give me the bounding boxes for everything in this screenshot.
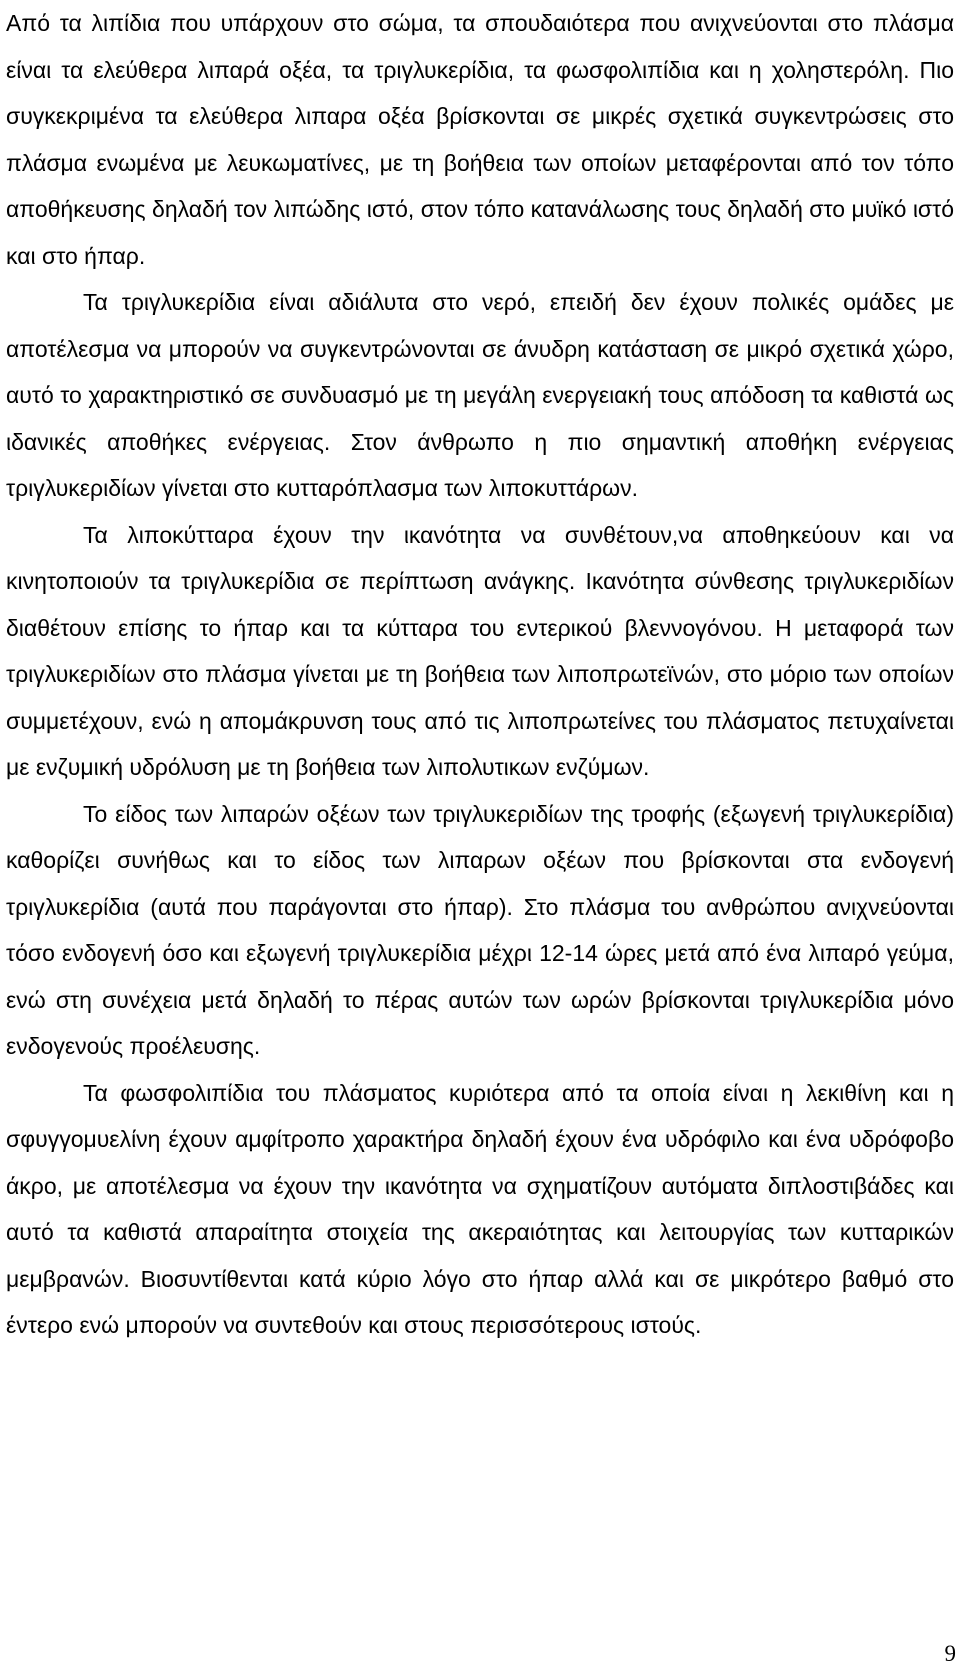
paragraph-adipocytes: Τα λιποκύτταρα έχουν την ικανότητα να συνθέτουν,να αποθηκεύουν και να κινητοποιούν τα τριγλυκερίδια σε περίπτωση ανάγκης. Ικανότητα σύνθεσης τριγλυκεριδίων διαθέτουν επίσης το ήπαρ και τα κύτταρα του εντερικού βλεννογόνου. Η μεταφορά των τριγλυκεριδίων στο πλάσμα γίνεται με τη βοήθεια των λιποπρωτεϊνών, στο μόριο των οποίων συμμετέχουν, ενώ η απομάκρυνση τους από τις λιποπρωτείνες του πλάσματος πετυχαίνεται με ενζυμική υδρόλυση με τη βοήθεια των λιπολυτικων ενζύμων. — [6, 521, 954, 780]
document-page — [6, 0, 954, 1349]
paragraph-free-fatty-acids: Από τα λιπίδια που υπάρχουν στο σώμα, τα σπουδαιότερα που ανιχνεύονται στο πλάσμα είναι τα ελεύθερα λιπαρά οξέα, τα τριγλυκερίδια, τα φωσφολιπίδια και η χοληστερόλη. Πιο συγκεκριμένα τα ελεύθερα λιπαρα οξέα βρίσκονται σε μικρές σχετικά συγκεντρώσεις στο πλάσμα ενωμένα με λευκωματίνες, με τη βοήθεια των οποίων μεταφέρονται από τον τόπο αποθήκευσης δηλαδή τον λιπώδης ιστό, στον τόπο κατανάλωσης τους δηλαδή στο μυϊκό ιστό και στο ήπαρ. — [6, 10, 954, 269]
paragraph-dietary-triglycerides: Το είδος των λιπαρών οξέων των τριγλυκεριδίων της τροφής (εξωγενή τριγλυκερίδια) καθορίζει συνήθως και το είδος των λιπαρων οξέων που βρίσκονται στα ενδογενή τριγλυκερίδια (αυτά που παράγονται στο ήπαρ). Στο πλάσμα του ανθρώπου ανιχνεύονται τόσο ενδογενή όσο και εξωγενή τριγλυκερίδια μέχρι 12-14 ώρες μετά από ένα λιπαρό γεύμα, ενώ στη συνέχεια μετά δηλαδή το πέρας αυτών των ωρών βρίσκονται τριγλυκερίδια μόνο ενδογενούς προέλευσης. — [6, 800, 954, 1059]
page-number: 9 — [944, 1641, 956, 1666]
paragraph-phospholipids: Τα φωσφολιπίδια του πλάσματος κυριότερα από τα οποία είναι η λεκιθίνη και η σφυγγομυελίνη έχουν αμφίτροπο χαρακτήρα δηλαδή έχουν ένα υδρόφιλο και ένα υδρόφοβο άκρο, με αποτέλεσμα να έχουν την ικανότητα να σχηματίζουν αυτόματα διπλοστιβάδες και αυτό τα καθιστά απαραίτητα στοιχεία της ακεραιότητας και λειτουργίας των κυτταρικών μεμβρανών. Βιοσυντίθενται κατά κύριο λόγο στο ήπαρ αλλά και σε μικρότερο βαθμό στο έντερο ενώ μπορούν να συντεθούν και στους περισσότερους ιστούς. — [6, 1079, 954, 1338]
paragraph-triglycerides: Τα τριγλυκερίδια είναι αδιάλυτα στο νερό, επειδή δεν έχουν πολικές ομάδες με αποτέλεσμα να μπορούν να συγκεντρώνονται σε άνυδρη κατάσταση σε μικρό σχετικά χώρο, αυτό το χαρακτηριστικό σε συνδυασμό με τη μεγάλη ενεργειακή τους απόδοση τα καθιστά ως ιδανικές αποθήκες ενέργειας. Στον άνθρωπο η πιο σημαντική αποθήκη ενέργειας τριγλυκεριδίων γίνεται στο κυτταρόπλασμα των λιποκυττάρων. — [6, 289, 954, 501]
